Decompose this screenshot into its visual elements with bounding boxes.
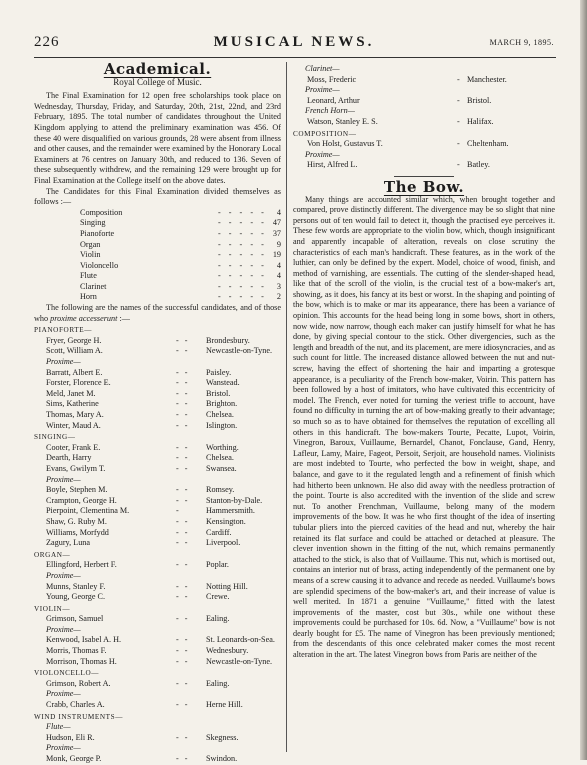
section-separator	[394, 176, 454, 177]
result-row	[34, 635, 281, 646]
dots: -	[457, 139, 460, 149]
candidate-place: Hammersmith.	[206, 506, 255, 516]
proxime-label: Proxime—	[46, 357, 81, 367]
result-row	[34, 700, 281, 711]
page-header	[34, 34, 554, 54]
result-row	[293, 75, 555, 86]
candidate-name: Scott, William A.	[46, 346, 103, 356]
dots: - -	[176, 346, 190, 356]
candidate-name: Winter, Maud A.	[46, 420, 101, 430]
result-row	[34, 754, 281, 765]
candidate-place: Wednesbury.	[206, 646, 249, 656]
candidate-name: Munns, Stanley F.	[46, 581, 106, 591]
candidate-place: Islington.	[206, 420, 238, 430]
candidate-name: Morris, Thomas F.	[46, 646, 107, 656]
dots: - -	[176, 678, 190, 688]
result-row	[34, 733, 281, 744]
result-row	[293, 96, 555, 107]
proxime-label: Proxime—	[46, 689, 81, 699]
candidate-name: Cooter, Frank E.	[46, 442, 101, 452]
result-row	[293, 139, 555, 150]
candidate-place: Cardiff.	[206, 527, 232, 537]
dots: - -	[176, 442, 190, 452]
candidate-place: Skegness.	[206, 732, 239, 742]
proxime-label: Proxime—	[46, 570, 81, 580]
candidate-name: Watson, Stanley E. S.	[307, 116, 378, 126]
dots: - -	[176, 614, 190, 624]
dots: - -	[176, 754, 190, 763]
dots: -	[457, 74, 460, 84]
candidate-place: Brighton.	[206, 399, 238, 409]
candidate-name: Dearth, Harry	[46, 453, 92, 463]
column-divider	[286, 62, 287, 752]
result-row	[34, 453, 281, 464]
candidate-name: Leonard, Arthur	[307, 95, 360, 105]
dots: - -	[176, 560, 190, 570]
result-row	[34, 528, 281, 539]
dots: - -	[176, 453, 190, 463]
candidate-name: Grimson, Samuel	[46, 614, 104, 624]
count-row: Violin - - - - - 19	[80, 250, 281, 260]
candidate-place: Kensington.	[206, 516, 246, 526]
results-continued	[293, 64, 555, 171]
candidate-name: Hudson, Eli R.	[46, 732, 95, 742]
proxime-label: Proxime—	[46, 474, 81, 484]
result-row	[34, 679, 281, 690]
page-number: 226	[34, 34, 60, 50]
candidate-place: Cheltenham.	[467, 139, 509, 149]
dots: -	[457, 116, 460, 126]
result-row	[34, 346, 281, 357]
candidate-place: Bristol.	[467, 95, 492, 105]
candidate-name: Thomas, Mary A.	[46, 410, 104, 419]
paragraph-3: The following are the names of the successful candidates, and of those who proxime accesserunt :—	[34, 303, 281, 323]
candidate-place: Crewe.	[206, 592, 230, 602]
candidate-name: Young, George C.	[46, 592, 106, 602]
candidate-name: Ellingford, Herbert F.	[46, 560, 117, 570]
candidate-name: Grimson, Robert A.	[46, 678, 111, 688]
dots: - -	[176, 378, 190, 388]
entry-label: French Horn—	[305, 106, 355, 116]
entry-label: Proxime—	[305, 85, 340, 95]
header-rule	[34, 57, 556, 58]
candidate-name: Williams, Morfydd	[46, 527, 109, 537]
result-row	[293, 117, 555, 128]
dots: - -	[176, 700, 190, 710]
result-row	[34, 368, 281, 379]
bow-article-body: Many things are accounted similar which, when brought together and compared, prove distinctly different. The divergence may be so slight that nine persons out of ten would fail to detect it, though the practised eye perceives it. These few words are appropriate to the violin bow, which, though insignificant and apparently incapable of alteration, reveals on close scrutiny the characteristics of each man's handicraft. These features, as in the work of the luthier, can only be defined by the expert. Model, choice of wood, finish, and method of varnishing, are essentials. The cutting of the slender-shaped head, like that of the scroll of the violin, is the crucial test of a bow-maker's art, showing, as it does, his fancy at its best or worst. In the shaping and pointing of the bow, which is to make or mar its appearance, there has been a variance of opinion. This accounts for the head being long in some bows, short in others, now wide, now narrow, though each maker can justify himself for what he has done, by giving special contour to the stick. Other divergencies, such as the length and breadth of the nut, and its placement, are mere idiosyncracies, and as such count for little. The increased distance allowed between the nut and nut-screw, having the effect of shortening the hair and imparting a grotesque appearance, is a peculiarity of the French bow-maker, Voirin. This pattern has been followed by a host of imitators, who have cultivated this eccentricity of model. The French, ever noted for turning the veriest trifle to account, have found no difficulty in turning the art of bow-making greatly to their advantage; so much so as to have obtained for themselves the reputation of excelling all others in this handicraft. The bow-makers Tourte, Pecatte, Lupot, Voirin, Vinegron, Baroux, Vuillaume, Bernardel, Chanot, Fonclause, Gand, Henry, Lafleur, Lamy, Maire, Fageot, Persoit, Serjoit, are household names. Violinists are most indebted to Tourte, who perfected the bow in weight, shape, and balance, and gave to it the regulated length and a refinement of finish which had hitherto been unknown. He also did away with the needless protraction of the point. Tourte is also accredited with the invention of the slide and screw nut. To another Frenchman, Vuillaume, belong many of the modern improvements of the bow. It was he who first thought of the idea of inserting tubular pliers into the pierced cavities of the head and nut, whereby the hair retained its flat surface and could be attached or detached at pleasure. The clever invention shown in the fitting of the nut, which remains permanently attached to the stick, is also that of Vuillaume. This nut, which is mortised out, contains an interior nut of brass, acting independently of the permanent one by means of a screw causing it to advance and recede as needed. Vuillaume's bows are splendid specimens of the bow-maker's art, and their increase of value is well merited. In 1871 a genuine "Vuillaume," fitted with the latest improvements of the master, cost but 30s., while one without these improvements could be purchased for 10s. 6d. Now, a "Vuillaume" bow is not dearly bought for £5. The name of Vinegron has been previously mentioned; from the descendants of this once celebrated maker comes the most recent alteration in the art. The latest Vinegron bows from Paris are neither of the	[293, 194, 555, 660]
result-row	[34, 421, 281, 432]
proxime-label: Flute—	[46, 722, 71, 732]
dots: - -	[176, 410, 190, 419]
dots: -	[457, 160, 460, 170]
dots: - -	[176, 732, 190, 742]
entry-label: Proxime—	[305, 149, 340, 159]
count-row: Horn - - - - - 2	[80, 292, 281, 302]
result-row	[34, 560, 281, 571]
result-row	[34, 378, 281, 389]
section-title: WIND INSTRUMENTS—	[34, 712, 124, 721]
paragraph-1: The Final Examination for 12 open free scholarships took place on Wednesday, Thursday, Friday, and Saturday, 20th, 21st, 22nd, and 23rd February, 1895. The total number of candidates throughout the United Kingdom applying to attend the preliminary examination was 456. Of these 40 were disqualified on various grounds, 28 were absent from illness and other causes, and the remainder were examined by the Honorary Local Examiners at 76 centres on January 30th, and reduced to 136. Seven of these subsequently withdrew, and the remaining 129 were brought up for Final Examination at the College itself on the above dates.	[34, 91, 281, 185]
candidate-place: Halifax.	[467, 116, 494, 126]
dots: - -	[176, 656, 190, 666]
candidate-name: Pierpoint, Clementina M.	[46, 506, 130, 516]
count-row: Flute - - - - - 4	[80, 271, 281, 281]
candidate-place: Newcastle-on-Tyne.	[206, 346, 273, 356]
candidate-name: Monk, George P.	[46, 754, 102, 763]
dots: - -	[176, 581, 190, 591]
candidate-place: Chelsea.	[206, 410, 234, 419]
candidate-place: Wanstead.	[206, 378, 240, 388]
candidate-place: Notting Hill.	[206, 581, 248, 591]
candidate-place: Worthing.	[206, 442, 239, 452]
candidate-name: Von Holst, Gustavus T.	[307, 139, 383, 149]
candidate-name: Crabb, Charles A.	[46, 700, 105, 710]
result-row	[34, 336, 281, 347]
count-row: Composition - - - - - 4	[80, 207, 281, 217]
count-row: Organ - - - - - 9	[80, 239, 281, 249]
candidate-name: Evans, Gwilym T.	[46, 463, 106, 473]
section-title: SINGING—	[34, 433, 76, 442]
result-row	[34, 657, 281, 668]
candidate-counts	[34, 208, 281, 303]
count-row: Pianoforte - - - - - 37	[80, 228, 281, 238]
candidate-name: Kenwood, Isabel A. H.	[46, 635, 122, 645]
candidate-place: Swindon.	[206, 754, 238, 763]
academical-heading: Academical.	[103, 60, 212, 78]
candidate-place: Bristol.	[206, 388, 231, 398]
candidate-name: Forster, Florence E.	[46, 378, 111, 388]
candidate-place: Newcastle-on-Tyne.	[206, 656, 273, 666]
candidate-name: Crampton, George H.	[46, 495, 117, 505]
result-row	[293, 160, 555, 171]
candidate-name: Barratt, Albert E.	[46, 367, 103, 377]
candidate-name: Morrison, Thomas H.	[46, 656, 117, 666]
dots: -	[176, 506, 181, 516]
result-row	[34, 410, 281, 421]
section-title: VIOLIN—	[34, 604, 71, 613]
candidate-place: Herne Hill.	[206, 700, 243, 710]
journal-title: MUSICAL NEWS.	[213, 34, 375, 50]
dots: - -	[176, 646, 190, 656]
dots: - -	[176, 485, 190, 495]
results-list	[34, 325, 281, 764]
result-row	[34, 399, 281, 410]
candidate-place: Manchester.	[467, 74, 507, 84]
issue-date: MARCH 9, 1895.	[489, 38, 554, 47]
entry-label: COMPOSITION—	[293, 129, 357, 138]
candidate-place: Brondesbury.	[206, 335, 250, 345]
result-row	[34, 538, 281, 549]
candidate-name: Hirst, Alfred L.	[307, 160, 358, 170]
page-edge	[580, 0, 587, 760]
candidate-place: Poplar.	[206, 560, 229, 570]
result-row	[34, 389, 281, 400]
candidate-name: Shaw, G. Ruby M.	[46, 516, 107, 526]
result-row	[34, 592, 281, 603]
candidate-name: Moss, Frederic	[307, 74, 357, 84]
result-row	[34, 646, 281, 657]
entry-label: Clarinet—	[305, 64, 340, 73]
dots: - -	[176, 527, 190, 537]
section-title: VIOLONCELLO—	[34, 669, 100, 678]
dots: - -	[176, 420, 190, 430]
candidate-place: Paisley.	[206, 367, 232, 377]
count-row: Clarinet - - - - - 3	[80, 281, 281, 291]
dots: - -	[176, 399, 190, 409]
candidate-place: Romsey.	[206, 485, 235, 495]
result-row	[34, 485, 281, 496]
candidate-place: Chelsea.	[206, 453, 234, 463]
result-row	[34, 506, 281, 517]
dots: - -	[176, 495, 190, 505]
dots: - -	[176, 516, 190, 526]
rcm-subheading: Royal College of Music.	[113, 76, 202, 87]
section-title: ORGAN—	[34, 550, 71, 559]
proxime-label: Proxime—	[46, 743, 81, 753]
candidate-place: Ealing.	[206, 614, 230, 624]
proxime-label: Proxime—	[46, 624, 81, 634]
candidate-place: St. Leonards-on-Sea.	[206, 635, 275, 645]
right-column	[293, 64, 555, 661]
result-row	[34, 464, 281, 475]
candidate-name: Fryer, George H.	[46, 335, 102, 345]
dots: - -	[176, 538, 190, 548]
dots: - -	[176, 335, 190, 345]
result-row	[34, 582, 281, 593]
dots: - -	[176, 592, 190, 602]
candidate-place: Batley.	[467, 160, 490, 170]
bow-heading: The Bow.	[383, 177, 465, 196]
count-row: Violoncello - - - - - 4	[80, 260, 281, 270]
result-row	[34, 517, 281, 528]
result-row	[34, 443, 281, 454]
dots: - -	[176, 388, 190, 398]
dots: -	[457, 95, 460, 105]
left-column	[34, 60, 281, 765]
section-title: PIANOFORTE—	[34, 326, 93, 335]
dots: - -	[176, 463, 190, 473]
dots: - -	[176, 635, 190, 645]
candidate-name: Boyle, Stephen M.	[46, 485, 108, 495]
candidate-place: Swansea.	[206, 463, 237, 473]
candidate-name: Sims, Katherine	[46, 399, 99, 409]
dots: - -	[176, 367, 190, 377]
candidate-name: Meld, Janet M.	[46, 388, 96, 398]
candidate-place: Stanton-by-Dale.	[206, 495, 263, 505]
result-row	[34, 496, 281, 507]
candidate-name: Zagury, Luna	[46, 538, 91, 548]
result-row	[34, 614, 281, 625]
candidate-place: Liverpool.	[206, 538, 241, 548]
paragraph-2: The Candidates for this Final Examination divided themselves as follows :—	[34, 186, 281, 207]
candidate-place: Ealing.	[206, 678, 230, 688]
count-row: Singing - - - - - 47	[80, 218, 281, 228]
